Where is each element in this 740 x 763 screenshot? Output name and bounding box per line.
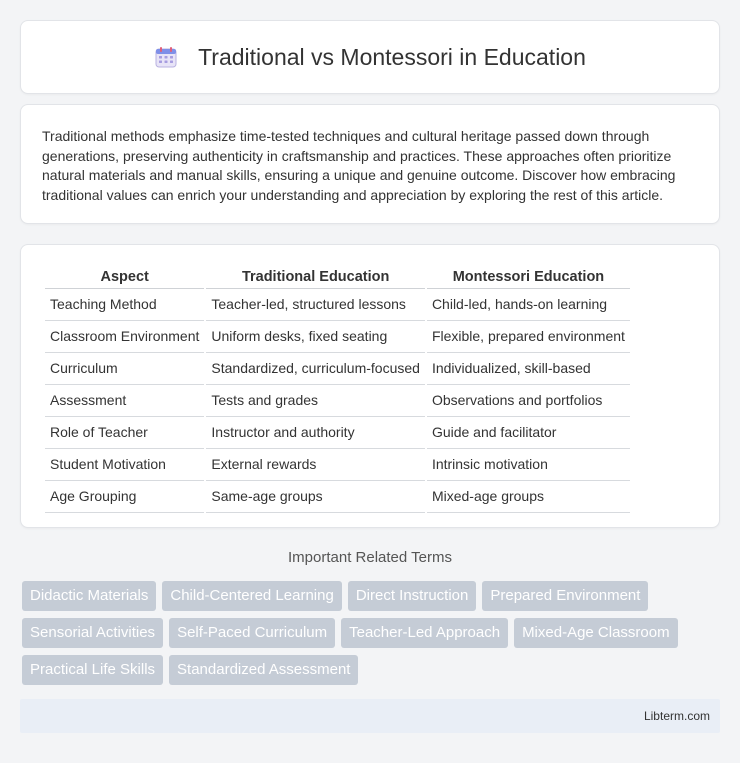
table-cell: Intrinsic motivation [427,449,630,481]
comparison-card [20,244,720,528]
table-header-row [45,265,630,289]
related-terms-list [22,581,722,685]
column-header: Aspect [45,265,204,289]
related-term-tag[interactable]: Didactic Materials [22,581,156,611]
table-cell: Role of Teacher [45,417,204,449]
table-cell: Age Grouping [45,481,204,513]
footer [20,699,720,733]
table-cell: Mixed-age groups [427,481,630,513]
related-term-tag[interactable]: Sensorial Activities [22,618,163,648]
table-cell: Instructor and authority [206,417,425,449]
table-row [45,321,630,353]
table-cell: Flexible, prepared environment [427,321,630,353]
related-term-tag[interactable]: Standardized Assessment [169,655,358,685]
related-term-tag[interactable]: Mixed-Age Classroom [514,618,678,648]
related-term-tag[interactable]: Teacher-Led Approach [341,618,508,648]
table-cell: Individualized, skill-based [427,353,630,385]
table-cell: Classroom Environment [45,321,204,353]
related-term-tag[interactable]: Prepared Environment [482,581,648,611]
table-cell: Assessment [45,385,204,417]
table-row [45,289,630,321]
table-cell: Same-age groups [206,481,425,513]
table-cell: Observations and portfolios [427,385,630,417]
table-cell: External rewards [206,449,425,481]
table-cell: Teaching Method [45,289,204,321]
table-row [45,385,630,417]
table-cell: Curriculum [45,353,204,385]
table-row [45,449,630,481]
table-cell: Child-led, hands-on learning [427,289,630,321]
table-cell: Teacher-led, structured lessons [206,289,425,321]
related-term-tag[interactable]: Direct Instruction [348,581,477,611]
calendar-icon [154,45,178,69]
title-card [20,20,720,94]
footer-brand: Libterm.com [643,709,710,723]
column-header: Traditional Education [206,265,425,289]
table-cell: Standardized, curriculum-focused [206,353,425,385]
table-row [45,353,630,385]
table-cell: Student Motivation [45,449,204,481]
intro-paragraph: Traditional methods emphasize time-tested techniques and cultural heritage passed down through generations, preserving authenticity in craftsmanship and practices. These approaches often prioritize natural materials and manual skills, ensuring a unique and genuine outcome. Discover how embracing traditional values can enrich your understanding and appreciation by exploring the rest of this article. [42,128,676,203]
page-title [154,44,586,71]
column-header: Montessori Education [427,265,630,289]
table-cell: Uniform desks, fixed seating [206,321,425,353]
related-terms-title: Important Related Terms [288,549,452,566]
related-term-tag[interactable]: Child-Centered Learning [162,581,341,611]
related-term-tag[interactable]: Practical Life Skills [22,655,163,685]
related-term-tag[interactable]: Self-Paced Curriculum [169,618,335,648]
table-row [45,417,630,449]
comparison-table [43,265,632,513]
table-row [45,481,630,513]
page-title-text: Traditional vs Montessori in Education [198,43,586,70]
table-cell: Tests and grades [206,385,425,417]
table-cell: Guide and facilitator [427,417,630,449]
intro-card [20,104,720,224]
